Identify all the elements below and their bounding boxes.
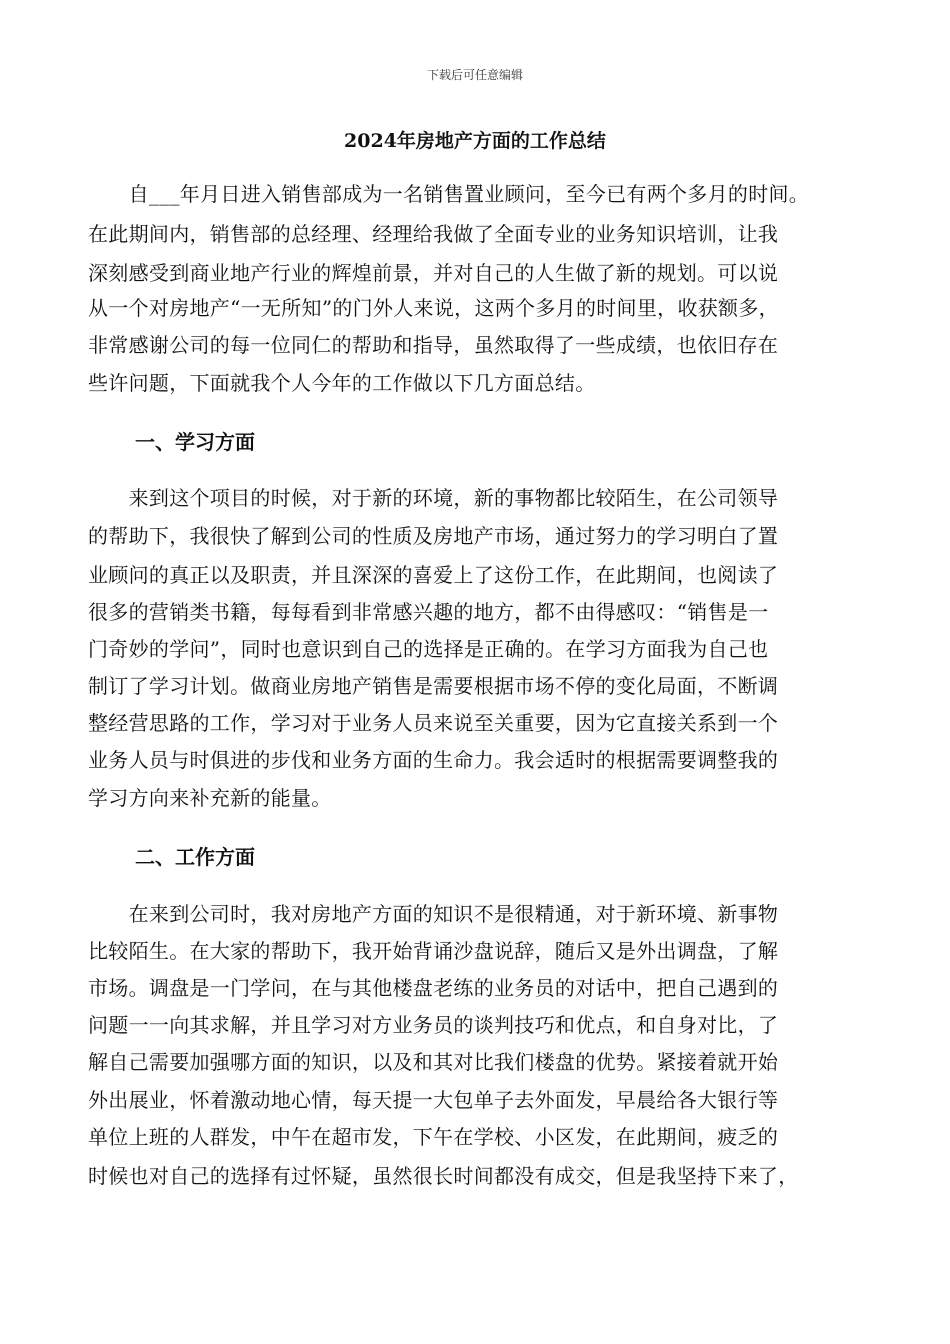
document-title: 2024年房地产方面的工作总结 — [344, 130, 606, 152]
section1-line: 整经营思路的工作，学习对于业务人员来说至关重要，因为它直接关系到一个 — [88, 711, 779, 735]
section1-line: 门奇妙的学问”，同时也意识到自己的选择是正确的。在学习方面我为自己也 — [88, 637, 769, 661]
section1-line: 的帮助下，我很快了解到公司的性质及房地产市场，通过努力的学习明白了置 — [88, 524, 779, 548]
section1-line: 来到这个项目的时候，对于新的环境，新的事物都比较陌生，在公司领导 — [88, 486, 779, 510]
section2-line: 市场。调盘是一门学问，在与其他楼盘老练的业务员的对话中，把自己遇到的 — [88, 976, 779, 1000]
section-heading: 二、工作方面 — [135, 845, 255, 869]
section1-line: 业务人员与时俱进的步伐和业务方面的生命力。我会适时的根据需要调整我的 — [88, 748, 779, 772]
intro-line: 些许问题，下面就我个人今年的工作做以下几方面总结。 — [88, 371, 596, 395]
section2-line: 解自己需要加强哪方面的知识，以及和其对比我们楼盘的优势。紧接着就开始 — [88, 1050, 779, 1074]
section1-line: 很多的营销类书籍，每每看到非常感兴趣的地方，都不由得感叹：“销售是一 — [88, 600, 769, 624]
section-heading: 一、学习方面 — [135, 430, 255, 454]
intro-line: 自___年月日进入销售部成为一名销售置业顾问，至今已有两个多月的时间。 — [88, 182, 810, 206]
section2-line: 问题一一向其求解，并且学习对方业务员的谈判技巧和优点，和自身对比，了 — [88, 1013, 779, 1037]
intro-line: 在此期间内，销售部的总经理、经理给我做了全面专业的业务知识培训，让我 — [88, 222, 779, 246]
intro-line: 从一个对房地产“一无所知”的门外人来说，这两个多月的时间里，收获额多， — [88, 296, 779, 320]
intro-line: 非常感谢公司的每一位同仁的帮助和指导，虽然取得了一些成绩，也依旧存在 — [88, 333, 779, 357]
section1-line: 制订了学习计划。做商业房地产销售是需要根据市场不停的变化局面，不断调 — [88, 674, 779, 698]
section2-line: 比较陌生。在大家的帮助下，我开始背诵沙盘说辞，随后又是外出调盘，了解 — [88, 939, 779, 963]
section1-line: 学习方向来补充新的能量。 — [88, 786, 332, 810]
section1-line: 业顾问的真正以及职责，并且深深的喜爱上了这份工作，在此期间，也阅读了 — [88, 563, 779, 587]
section2-line: 外出展业，怀着激动地心情，每天提一大包单子去外面发，早晨给各大银行等 — [88, 1088, 779, 1112]
section2-line: 在来到公司时，我对房地产方面的知识不是很精通，对于新环境、新事物 — [88, 902, 779, 926]
section2-line: 时候也对自己的选择有过怀疑，虽然很长时间都没有成交，但是我坚持下来了， — [88, 1164, 799, 1188]
section2-line: 单位上班的人群发，中午在超市发，下午在学校、小区发，在此期间，疲乏的 — [88, 1125, 779, 1149]
header-note: 下载后可任意编辑 — [426, 68, 523, 82]
intro-line: 深刻感受到商业地产行业的辉煌前景，并对自己的人生做了新的规划。可以说 — [88, 261, 779, 285]
